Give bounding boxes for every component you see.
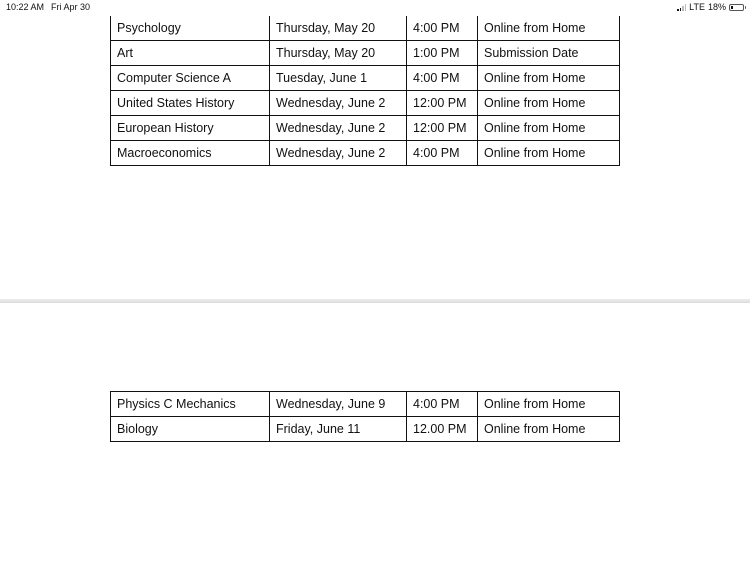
date-cell: Friday, June 11 (270, 417, 407, 442)
subject-cell: Macroeconomics (111, 141, 270, 166)
battery-percentage: 18% (707, 2, 726, 12)
table-row (111, 116, 620, 141)
location-cell: Online from Home (478, 417, 620, 442)
time-cell: 12.00 PM (407, 417, 478, 442)
battery-icon (729, 4, 744, 11)
location-cell: Online from Home (478, 116, 620, 141)
table-row (111, 41, 620, 66)
date-cell: Tuesday, June 1 (270, 66, 407, 91)
subject-cell: Biology (111, 417, 270, 442)
time-cell: 4:00 PM (407, 141, 478, 166)
table-row (111, 392, 620, 417)
table-row (111, 66, 620, 91)
location-cell: Online from Home (478, 16, 620, 41)
subject-cell: Computer Science A (111, 66, 270, 91)
location-cell: Submission Date (478, 41, 620, 66)
network-type: LTE (689, 2, 705, 12)
subject-cell: Art (111, 41, 270, 66)
status-time: 10:22 AM (6, 2, 45, 12)
subject-cell: United States History (111, 91, 270, 116)
location-cell: Online from Home (478, 392, 620, 417)
table-row (111, 417, 620, 442)
table-row (111, 141, 620, 166)
exam-schedule-table (110, 391, 620, 442)
date-cell: Wednesday, June 2 (270, 141, 407, 166)
location-cell: Online from Home (478, 141, 620, 166)
date-cell: Thursday, May 20 (270, 16, 407, 41)
date-cell: Wednesday, June 2 (270, 116, 407, 141)
time-cell: 12:00 PM (407, 91, 478, 116)
exam-schedule-table (110, 16, 620, 166)
document-page-1 (0, 16, 750, 299)
subject-cell: European History (111, 116, 270, 141)
location-cell: Online from Home (478, 91, 620, 116)
status-indicators (677, 2, 744, 12)
time-cell: 12:00 PM (407, 116, 478, 141)
table-row (111, 16, 620, 41)
subject-cell: Psychology (111, 16, 270, 41)
document-page-2 (0, 303, 750, 563)
status-date: Fri Apr 30 (51, 2, 91, 12)
signal-icon (677, 4, 686, 11)
time-cell: 1:00 PM (407, 41, 478, 66)
time-cell: 4:00 PM (407, 16, 478, 41)
date-cell: Wednesday, June 2 (270, 91, 407, 116)
table-row (111, 91, 620, 116)
subject-cell: Physics C Mechanics (111, 392, 270, 417)
location-cell: Online from Home (478, 66, 620, 91)
time-cell: 4:00 PM (407, 392, 478, 417)
date-cell: Wednesday, June 9 (270, 392, 407, 417)
date-cell: Thursday, May 20 (270, 41, 407, 66)
time-cell: 4:00 PM (407, 66, 478, 91)
status-bar (0, 0, 750, 16)
